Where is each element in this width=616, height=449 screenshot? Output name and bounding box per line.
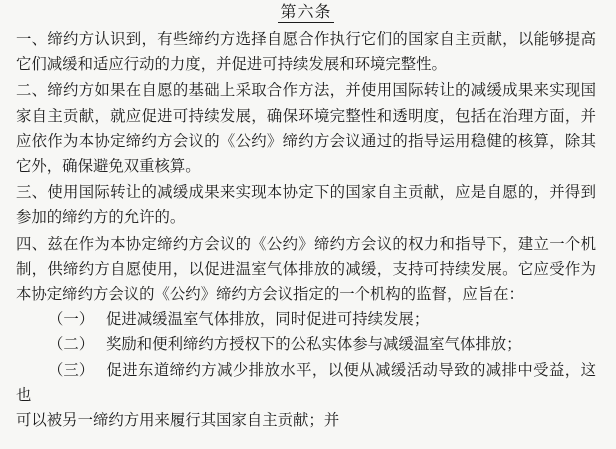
list-item-number: （一）	[48, 310, 95, 329]
paragraph-3: 三、使用国际转让的减缓成果来实现本协定下的国家自主贡献，应是自愿的，并得到参加的缔约方的允许的。	[16, 183, 596, 227]
paragraph-2: 二、缔约方如果在自愿的基础上采取合作方法，并使用国际转让的减缓成果来实现国家自主贡献，就应促进可持续发展，确保环境完整性和透明度，包括在治理方面，并应依作为本协定缔约方会议的《公约》缔约方会议通过的指导运用稳健的核算，除其它外，确保避免双重核算。	[16, 81, 596, 176]
list-item-3	[16, 358, 596, 434]
list-item-text: 奖励和便利缔约方授权下的公私实体参与减缓温室气体排放；	[106, 335, 522, 354]
list-item-number: （三）	[48, 360, 95, 379]
list-item-text: 促进减缓温室气体排放，同时促进可持续发展；	[106, 310, 430, 329]
paragraph-1: 一、缔约方认识到，有些缔约方选择自愿合作执行它们的国家自主贡献，以能够提高它们减缓和适应行动的力度，并促进可持续发展和环境完整性。	[16, 30, 596, 74]
paragraph-4: 四、兹在作为本协定缔约方会议的《公约》缔约方会议的权力和指导下，建立一个机制，供缔约方自愿使用，以促进温室气体排放的减缓，支持可持续发展。它应受作为本协定缔约方会议的《公约》缔约方会议指定的一个机构的监督，应旨在：	[16, 234, 596, 304]
document-page	[0, 2, 616, 449]
article-title: 第六条	[280, 2, 332, 21]
list-item-1	[16, 307, 596, 332]
list-item-text: 促进东道缔约方减少排放水平，以便从减缓活动导致的减排中受益，这也	[16, 360, 596, 404]
list-item-2	[16, 332, 596, 357]
list-item-text-continued: 可以被另一缔约方用来履行其国家自主贡献；并	[16, 411, 340, 430]
list-item-number: （二）	[48, 335, 95, 354]
